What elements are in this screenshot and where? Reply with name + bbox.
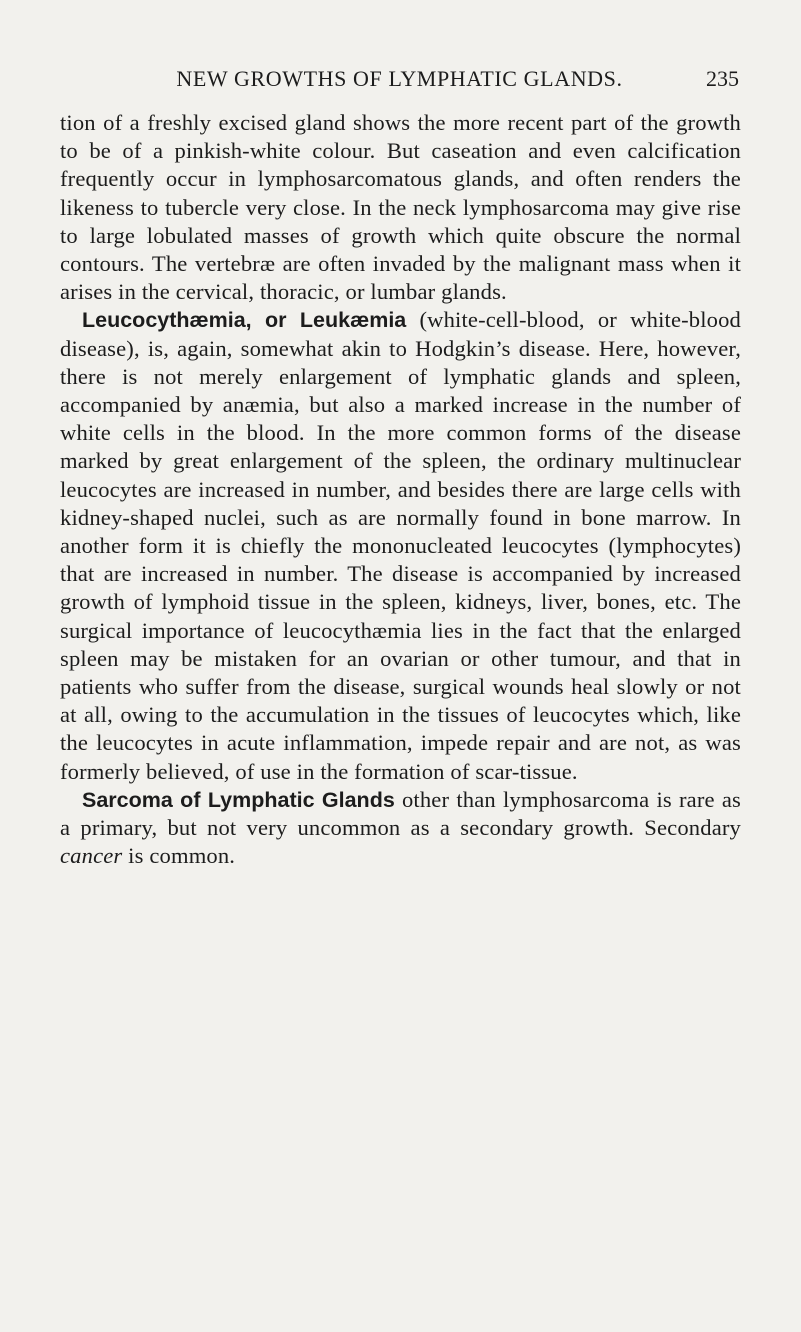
paragraph-text-tail: is common. [122, 843, 236, 869]
paragraph-text: other than lymphosarcoma is rare as a primary, but not very uncommon as a secondary growth. Secondary [60, 786, 741, 841]
body-text [60, 109, 741, 870]
italic-term: cancer [60, 843, 123, 869]
page-number: 235 [706, 66, 739, 91]
section-heading-sarcoma: Sarcoma of Lymphatic Glands [82, 787, 395, 812]
paragraph-leucocythaemia [60, 306, 741, 785]
paragraph-sarcoma [60, 786, 741, 871]
paragraph-text: tion of a freshly excised gland shows the more recent part of the growth to be of a pinkish-white colour. But caseation and even calcification frequently occur in lymphosarcomatous glands, and often renders the likeness to tubercle very close. In the neck lymphosarcoma may give rise to large lobulated masses of growth which quite obscure the normal contours. The vertebræ are often invaded by the malignant mass when it arises in the cervical, thoracic, or lumbar glands. [60, 110, 741, 305]
running-head [60, 62, 739, 96]
running-title: NEW GROWTHS OF LYMPHATIC GLANDS. [176, 66, 623, 91]
section-heading-leucocythaemia: Leucocythæmia, or Leukæmia [82, 308, 407, 333]
paragraph-text: (white-cell-blood, or white-blood disease), is, again, somewhat akin to Hodgkin’s disease. Here, however, there is not merely enlargement of lymphatic glands and spleen, accompanied by anæmia, but also a marked increase in the number of white cells in the blood. In the more common forms of the disease marked by great enlargement of the spleen, the ordinary multinuclear leucocytes are increased in number, and besides there are large cells with kidney-shaped nuclei, such as are normally found in bone marrow. In another form it is chiefly the mononucleated leucocytes (lymphocytes) that are increased in number. The disease is accompanied by increased growth of lymphoid tissue in the spleen, kidneys, liver, bones, etc. The surgical importance of leucocythæmia lies in the fact that the enlarged spleen may be mistaken for an ovarian or other tumour, and that in patients who suffer from the disease, surgical wounds heal slowly or not at all, owing to the accumulation in the tissues of leucocytes which, like the leucocytes in acute inflammation, impede repair and are not, as was formerly believed, of use in the formation of scar-tissue. [60, 307, 742, 784]
paragraph-continuation [60, 109, 741, 306]
